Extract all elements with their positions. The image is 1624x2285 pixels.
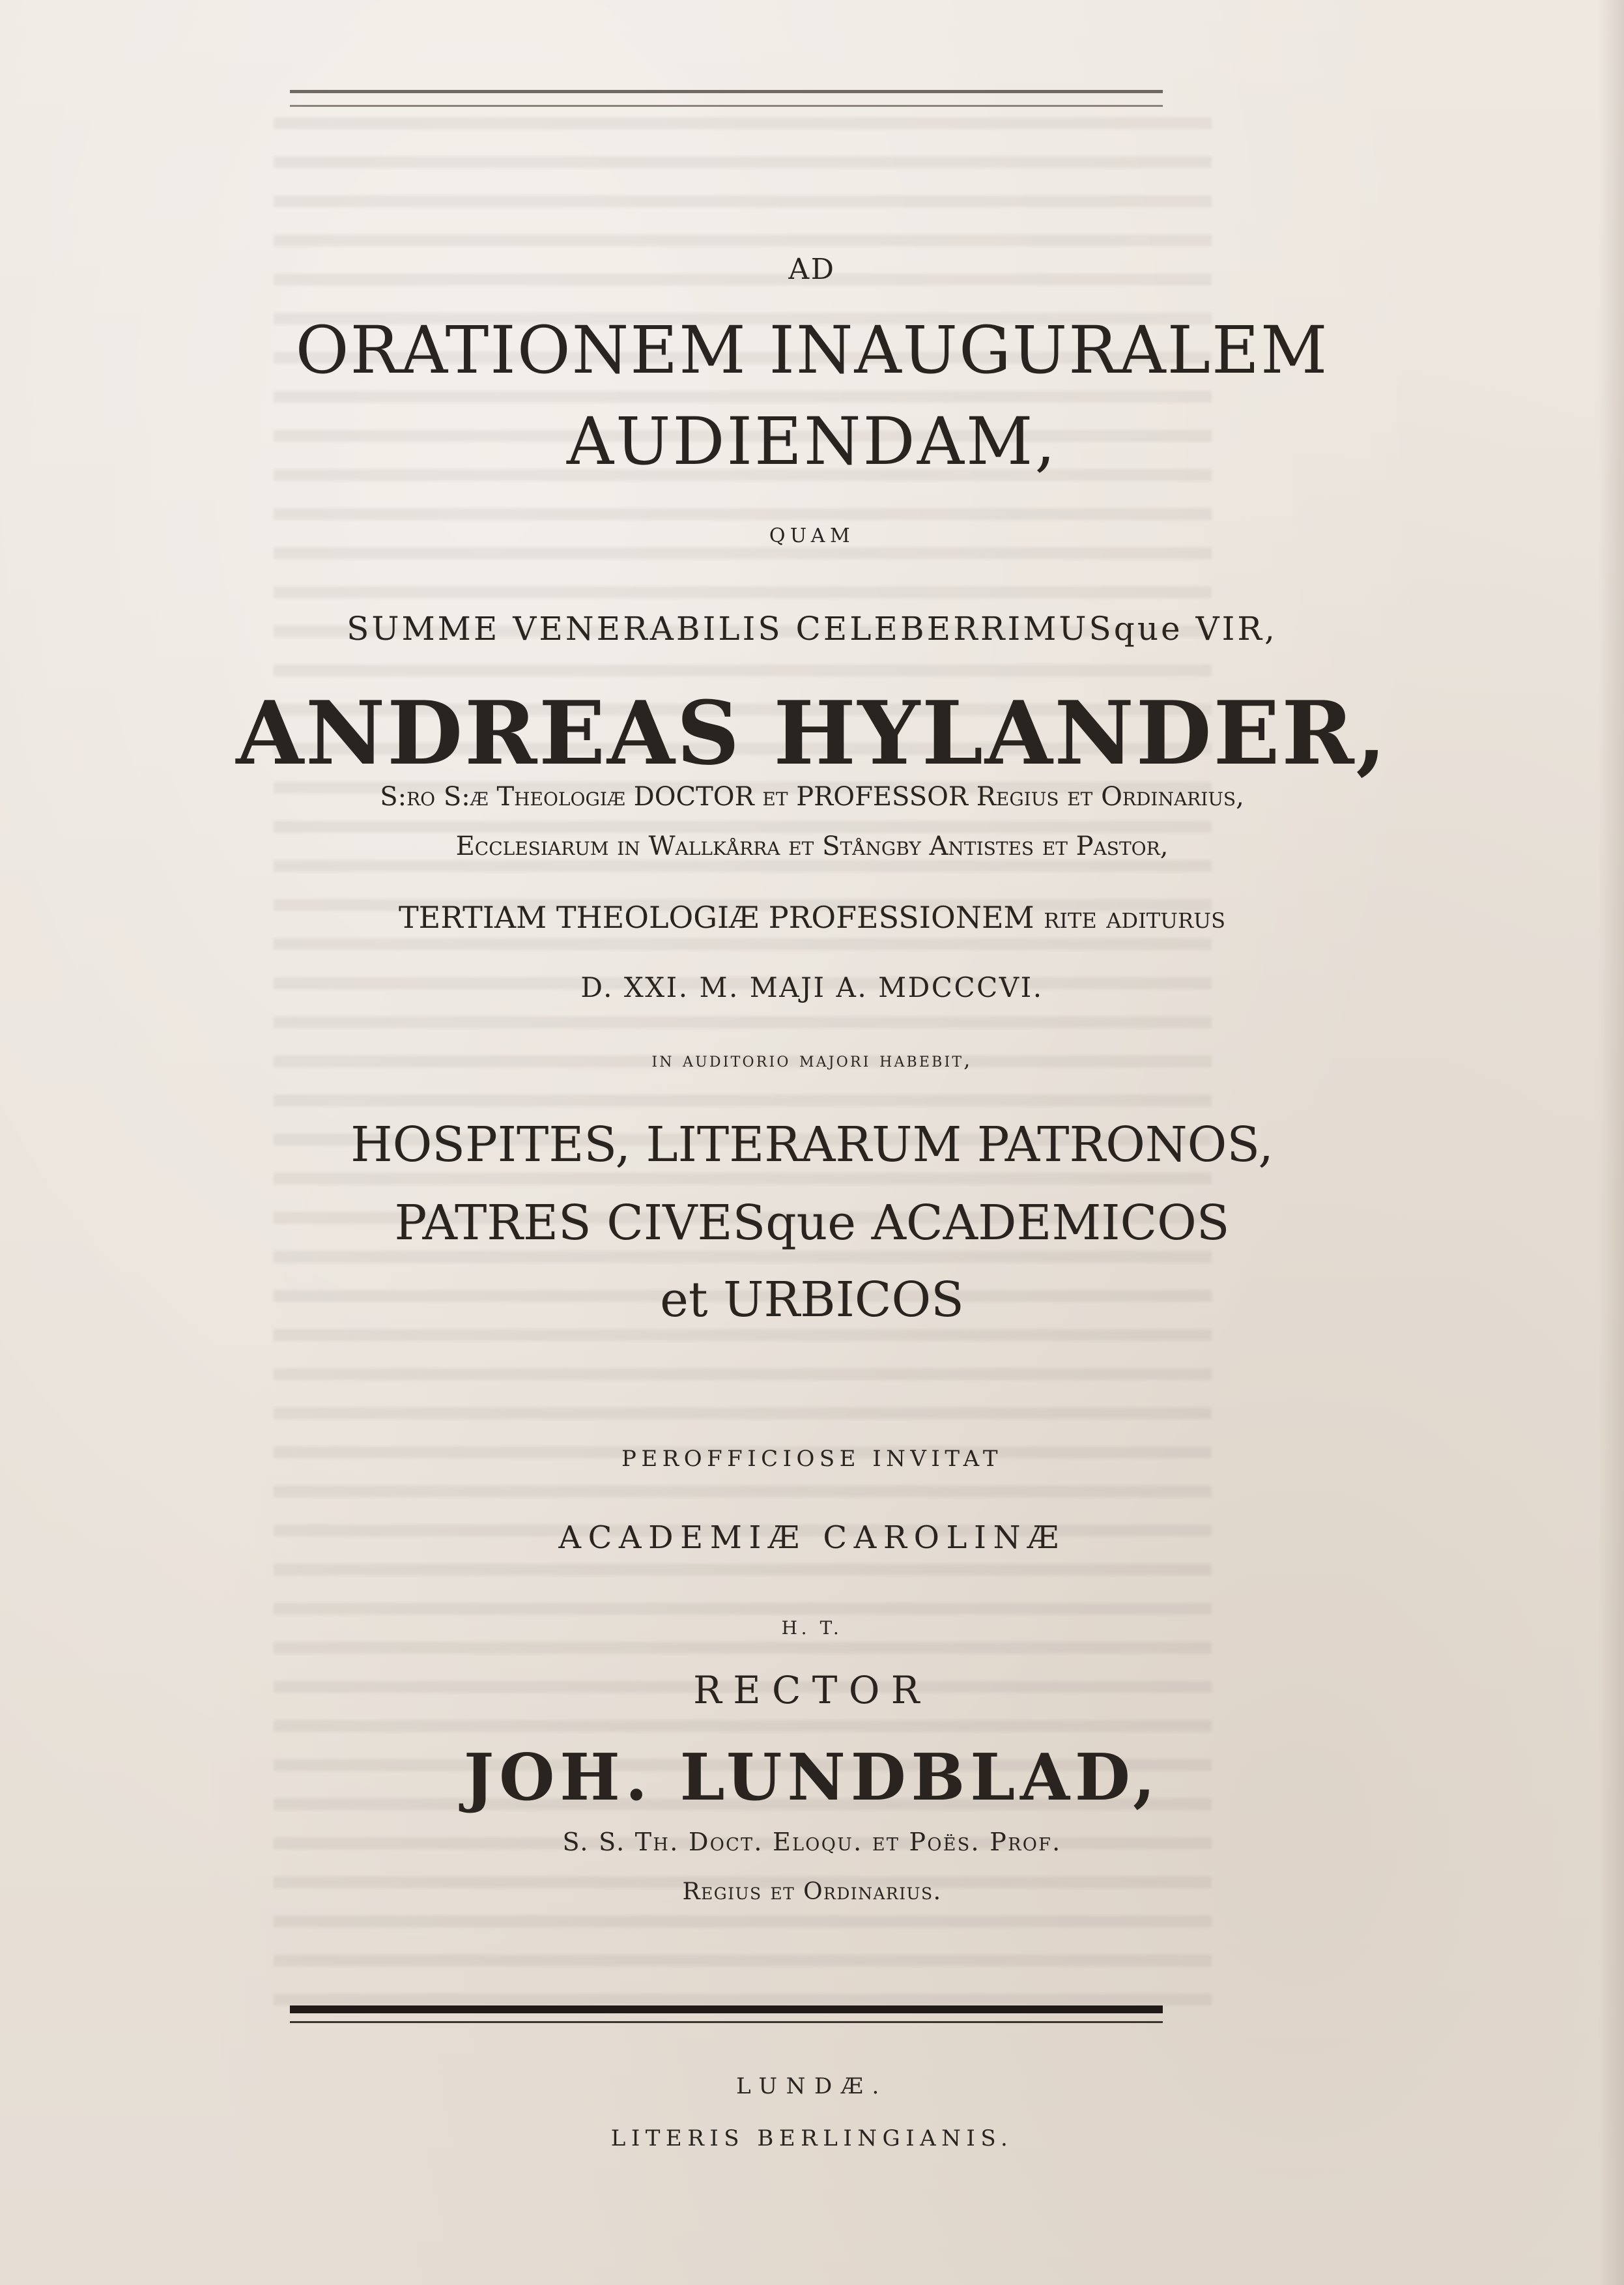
rector-titles-line-1: S. S. Th. Doct. Eloqu. et Poës. Prof. (562, 1828, 1062, 1856)
heading-ad: AD (788, 253, 836, 286)
heading-audiendam: AUDIENDAM, (566, 403, 1058, 480)
top-rule (290, 90, 1163, 107)
name-andreas-hylander: ANDREAS HYLANDER, (236, 682, 1388, 784)
text-quam: QUAM (769, 525, 855, 547)
name-joh-lundblad: JOH. LUNDBLAD, (463, 1740, 1161, 1815)
text-tertiam-professionem: TERTIAM THEOLOGIÆ PROFESSIONEM rite aditurus (398, 900, 1226, 935)
imprint-place: LUNDÆ. (736, 2073, 888, 2099)
titles-line-2: Ecclesiarum in Wallkårra et Stångby Antistes et Pastor, (455, 831, 1169, 861)
text-date: D. XXI. M. MAJI A. MDCCCVI. (580, 971, 1044, 1003)
text-ht: H. T. (781, 1617, 843, 1639)
titles-line-1: S:ro S:æ Theologiæ DOCTOR et PROFESSOR Regius et Ordinarius, (380, 782, 1244, 812)
invitees-line-2: PATRES CIVESque ACADEMICOS (394, 1195, 1230, 1251)
invitees-line-3: et URBICOS (660, 1272, 964, 1328)
imprint-printer: LITERIS BERLINGIANIS. (610, 2125, 1014, 2151)
text-summe-venerabilis: SUMME VENERABILIS CELEBERRIMUSque VIR, (347, 610, 1277, 648)
rector-titles-line-2: Regius et Ordinarius. (682, 1878, 942, 1905)
bottom-rule-thick (290, 2005, 1163, 2013)
bottom-rule-thin (290, 2021, 1163, 2023)
text-rector: RECTOR (693, 1668, 931, 1712)
text-academiae-carolinae: ACADEMIÆ CAROLINÆ (558, 1519, 1066, 1556)
text-perofficiose-invitat: PEROFFICIOSE INVITAT (621, 1446, 1003, 1472)
invitees-line-1: HOSPITES, LITERARUM PATRONOS, (350, 1117, 1274, 1173)
heading-orationem: ORATIONEM INAUGURALEM (295, 312, 1329, 388)
text-in-auditorio: in auditorio majori habebit, (651, 1047, 973, 1072)
